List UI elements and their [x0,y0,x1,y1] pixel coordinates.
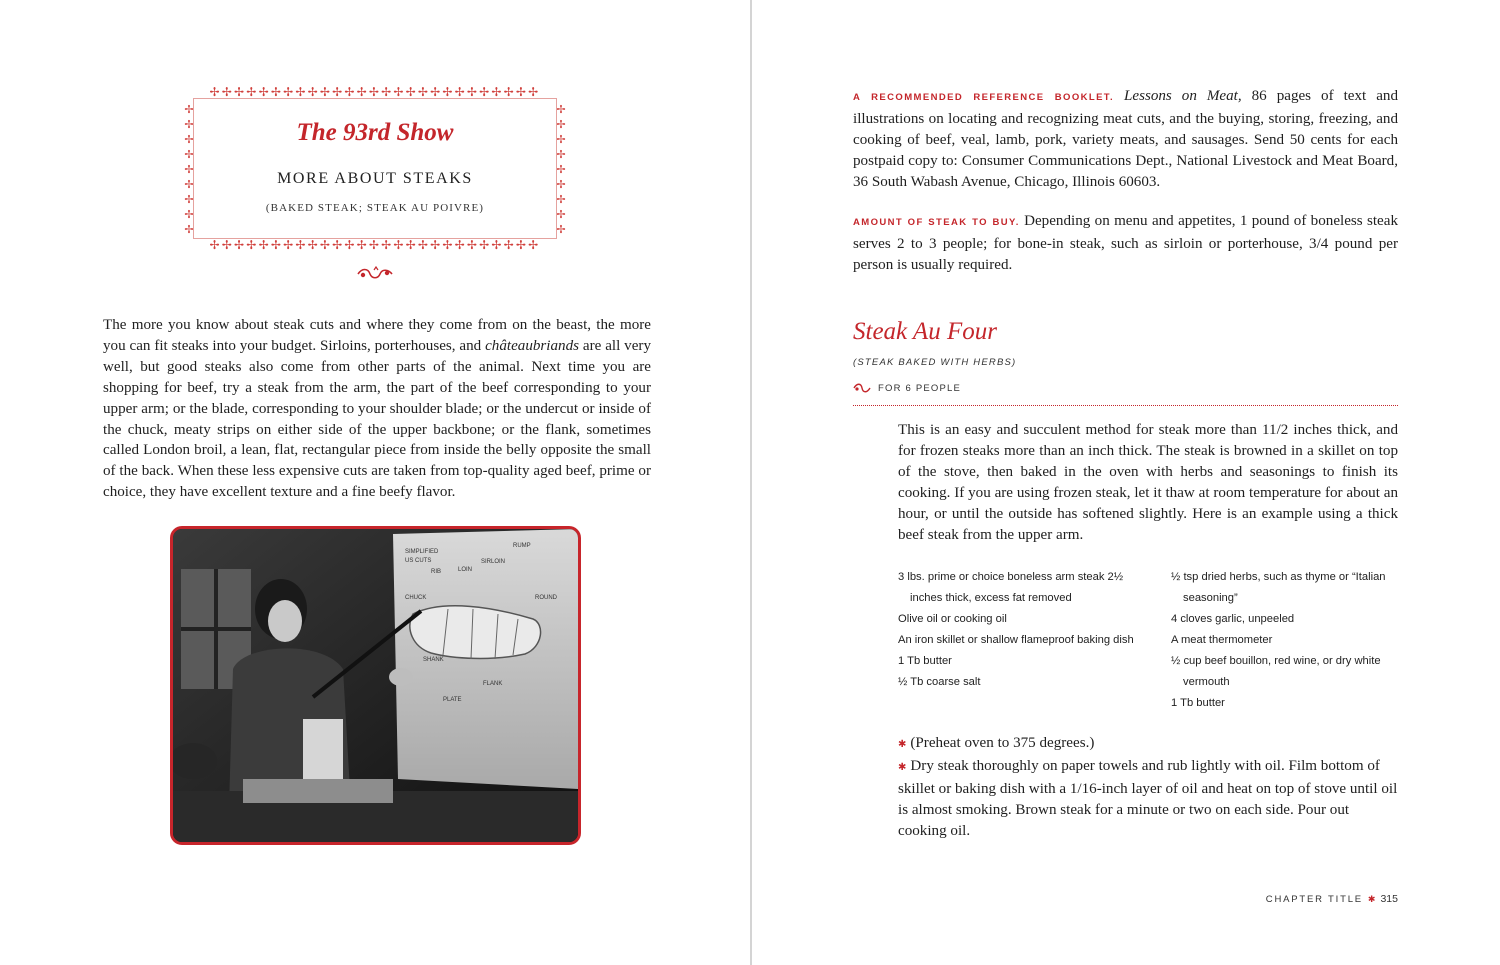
chart-label: SHANK [423,657,444,663]
asterisk-separator-icon: ✱ [1367,895,1376,905]
page-number: 315 [1380,893,1398,905]
ingredient-item: Olive oil or cooking oil [898,613,1007,625]
serves-row [853,381,1398,406]
flourish-icon [356,266,394,282]
recipe-steps [898,733,1398,842]
photo-illustration [173,529,578,842]
flourish-icon [853,382,871,394]
ingredient-item: A meat thermometer [1171,634,1273,646]
ingredients-left [898,567,1148,693]
ingredient-item: 1 Tb butter [1171,697,1225,709]
ingredient-item: ½ tsp dried herbs, such as thyme or “Italian seasoning” [1171,571,1386,604]
step-2: ✱ Dry steak thoroughly on paper towels and rub lightly with oil. Film bottom of skillet or baking dish with a 1/16-inch layer of oil and heat on top of stove until oil is almost smoking. Brown steak for a minute or two on each side. Pour out cooking oil. [898,757,1398,839]
amount-paragraph: AMOUNT OF STEAK TO BUY. Depending on menu and appetites, 1 pound of boneless steak serves 2 to 3 people; for bone-in steak, such as sirloin or porterhouse, 3/4 pound per person is usually required. [853,213,1399,273]
ingredient-item: 4 cloves garlic, unpeeled [1171,613,1295,625]
ornamental-border-icon: ✢ ✢ ✢ ✢ ✢ ✢ ✢ ✢ ✢ [556,103,566,235]
serves-text: FOR 6 PEOPLE [878,383,962,394]
chart-label: SIRLOIN [481,559,506,565]
reference-paragraph: A RECOMMENDED REFERENCE BOOKLET. Lessons on Meat, 86 pages of text and illustrations on locating and recognizing meat cuts, and the buying, storing, freezing, and cooking of beef, veal, lamb, pork, variety meats, and sausages. Send 50 cents for each postpaid copy to: Consumer Communications Dept., National Livestock and Meat Board, 36 South Wabash Avenue, Chicago, Illinois 60603. [853,88,1398,190]
recipe-subtitle: (STEAK BAKED WITH HERBS) [853,357,1017,368]
ingredient-item: 3 lbs. prime or choice boneless arm steak 2½ inches thick, excess fat removed [898,571,1124,604]
chart-label: RUMP [513,543,531,549]
asterisk-bullet-icon: ✱ [898,761,907,773]
ornamental-border-icon: ✢✢✢✢✢✢✢✢✢✢✢✢✢✢✢✢✢✢✢✢✢✢✢✢✢✢✢ [209,239,541,251]
chart-label: LOIN [458,567,473,573]
ingredients-right [1171,567,1406,714]
ingredient-item: 1 Tb butter [898,655,952,667]
ingredient-item: An iron skillet or shallow flameproof baking dish [898,634,1134,646]
show-title: The 93rd Show [296,119,454,146]
chart-heading: US CUTS [405,558,432,564]
chart-label: PLATE [443,697,462,703]
show-dishes: (BAKED STEAK; STEAK AU POIVRE) [265,202,485,214]
intro-paragraph: The more you know about steak cuts and where they come from on the beast, the more you can fit steaks into your budget. Sirloins, porterhouses, and châteaubriands are all very well, but good steaks also come from other parts of the animal. Next time you are shopping for beef, try a steak from the arm, the part of the beef corresponding to your upper arm; or the blade, corresponding to your shoulder blade; or the undercut or inside of the chuck, meaty strips on either side of the upper backbone; or the flank, sometimes called London broil, a lean, flat, rectangular piece from inside the belly opposite the small of the back. When these less expensive cuts are taken from top-quality aged beef, prime or choice, they have excellent texture and a fine beefy flavor. [103,317,651,501]
page-footer [1266,893,1398,905]
chapter-title: CHAPTER TITLE [1265,894,1363,905]
cooking-show-photo [170,526,581,845]
ornamental-border-icon: ✢ ✢ ✢ ✢ ✢ ✢ ✢ ✢ ✢ [184,103,194,235]
chart-label: RIB [431,569,442,575]
step-1: ✱ (Preheat oven to 375 degrees.) [898,735,1095,751]
chart-label: CHUCK [405,595,427,601]
chart-heading: SIMPLIFIED [405,549,439,555]
title-frame [181,86,569,251]
ingredient-item: ½ cup beef bouillon, red wine, or dry white vermouth [1171,655,1381,688]
recipe-title: Steak Au Four [853,318,997,345]
chart-label: ROUND [535,595,557,601]
asterisk-bullet-icon: ✱ [898,739,907,750]
show-subtitle: MORE ABOUT STEAKS [277,170,473,187]
chart-label: FLANK [483,681,503,687]
recipe-intro: This is an easy and succulent method for steak more than 11/2 inches thick, and for frozen steaks more than an inch thick. The steak is browned in a skillet on top of the stove, then baked in the oven with herbs and seasonings to finish its cooking. If you are using frozen steak, let it thaw at room temperature for about an hour, or until the outside has softened slightly. Here is an example using a thick beef steak from the upper arm. [898,422,1398,543]
ingredient-item: ½ Tb coarse salt [898,676,981,688]
ornamental-border-icon: ✢✢✢✢✢✢✢✢✢✢✢✢✢✢✢✢✢✢✢✢✢✢✢✢✢✢✢ [209,86,541,98]
